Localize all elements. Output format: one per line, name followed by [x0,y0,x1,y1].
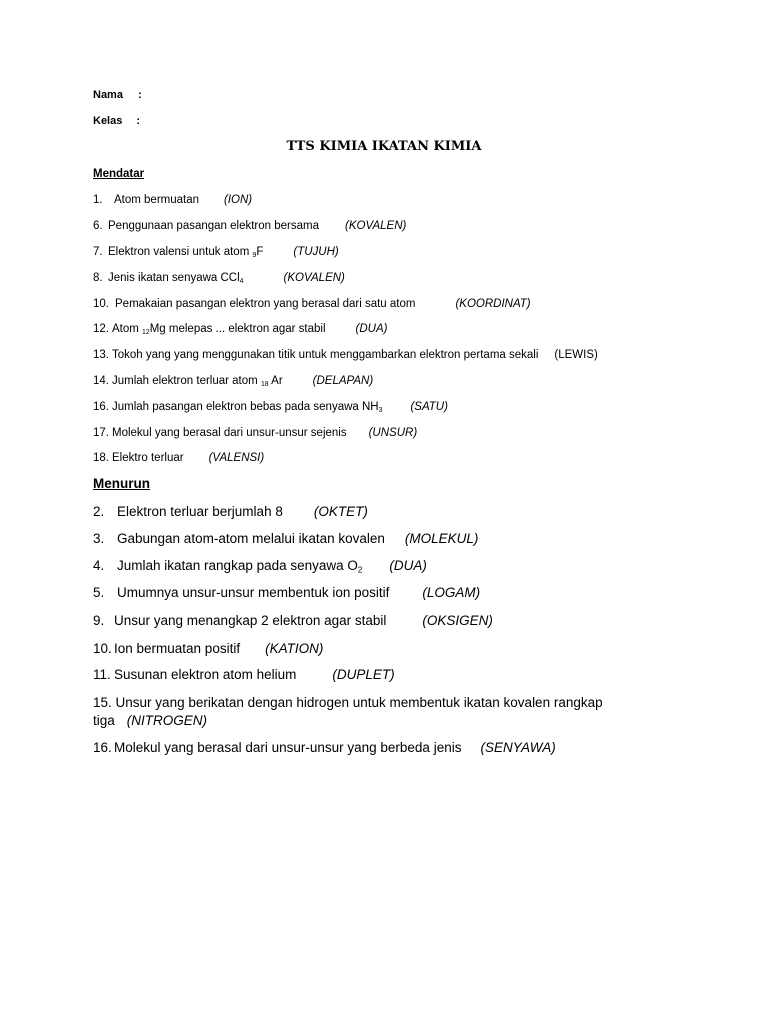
list-item [93,585,480,600]
item-answer: (KATION) [265,641,324,656]
item-number: 9. [93,613,105,628]
item-answer: (DELAPAN) [312,375,374,387]
nama-colon: : [137,89,142,101]
item-answer: (LOGAM) [422,585,481,600]
item-answer: (OKSIGEN) [422,613,493,628]
item-number: 12. [93,323,109,335]
item-answer: (KOVALEN) [345,220,407,232]
item-number: 3. [93,531,105,546]
item-number: 2. [93,504,105,519]
list-item [93,694,613,730]
item-number: 10. [93,641,112,656]
subscript: 2 [357,565,363,575]
item-number: 14. [93,375,109,387]
kelas-label: Kelas [93,115,123,127]
item-clue: Elektron terluar berjumlah 8 [117,504,283,519]
item-answer: (UNSUR) [368,427,418,439]
item-answer: (KOORDINAT) [455,298,531,310]
item-clue: Elektron valensi untuk atom [108,246,250,258]
item-number: 11. [93,667,111,682]
list-item [93,349,598,361]
item-clue-suffix: Ar [271,375,283,387]
list-item [93,375,373,387]
item-clue: Umumnya unsur-unsur membentuk ion positif [117,585,390,600]
subscript: 12 [142,329,150,337]
item-answer: (DUPLET) [332,667,395,682]
item-answer: (SENYAWA) [480,740,556,755]
subscript: 3 [378,407,383,415]
item-number: 6. [93,220,103,232]
item-clue: Unsur yang berikatan dengan hidrogen untuk membentuk ikatan kovalen rangkap tiga [93,695,603,728]
subscript: 4 [239,278,244,286]
list-item [93,194,252,206]
list-item [93,740,556,755]
item-answer: (ION) [224,194,253,206]
item-answer: (VALENSI) [208,452,265,464]
subscript: 18 [260,381,269,389]
item-clue: Atom [112,323,139,335]
kelas-colon: : [136,115,141,127]
list-item [93,641,323,656]
item-clue: Ion bermuatan positif [114,641,241,656]
list-item [93,272,345,284]
item-number: 4. [93,558,105,573]
item-answer: (DUA) [355,323,388,335]
list-item [93,667,395,682]
list-item [93,246,339,258]
section-heading-mendatar: Mendatar [93,168,145,180]
list-item [93,504,368,519]
item-clue: Jenis ikatan senyawa CCl [108,272,240,284]
item-clue: Pemakaian pasangan elektron yang berasal dari satu atom [115,298,416,310]
item-number: 5. [93,585,105,600]
nama-field [93,89,142,101]
item-number: 16. [93,401,109,413]
item-clue: Gabungan atom-atom melalui ikatan kovalen [117,531,385,546]
item-clue: Molekul yang berasal dari unsur-unsur yang berbeda jenis [114,740,462,755]
item-answer: (TUJUH) [293,246,339,258]
item-number: 16. [93,740,112,755]
item-answer: (OKTET) [313,504,368,519]
section-heading-menurun: Menurun [93,476,150,491]
item-clue-suffix: Mg melepas ... elektron agar stabil [149,323,326,335]
list-item [93,531,478,546]
item-clue: Tokoh yang yang menggunakan titik untuk menggambarkan elektron pertama sekali [112,349,539,361]
item-clue: Penggunaan pasangan elektron bersama [108,220,319,232]
item-number: 10. [93,298,109,310]
item-answer: (LEWIS) [554,349,598,361]
item-number: 8. [93,272,103,284]
item-answer: (SATU) [410,401,448,413]
item-answer: (MOLEKUL) [404,531,479,546]
list-item [93,323,387,335]
item-number: 7. [93,246,103,258]
list-item [93,220,406,232]
list-item [93,401,448,413]
list-item [93,452,264,464]
document-title: TTS KIMIA IKATAN KIMIA [286,139,482,154]
item-clue: Jumlah pasangan elektron bebas pada senyawa NH [112,401,379,413]
item-number: 13. [93,349,109,361]
item-number: 18. [93,452,109,464]
list-item [93,298,531,310]
item-answer: (DUA) [389,558,427,573]
item-clue: Jumlah ikatan rangkap pada senyawa O [117,558,358,573]
item-number: 1. [93,194,103,206]
subscript: 9 [252,252,257,260]
item-number: 17. [93,427,109,439]
item-answer: (KOVALEN) [283,272,345,284]
item-clue: Elektro terluar [112,452,184,464]
item-clue: Atom bermuatan [114,194,200,206]
nama-label: Nama [93,89,123,101]
list-item [93,427,417,439]
item-clue: Jumlah elektron terluar atom [112,375,258,387]
item-clue: Unsur yang menangkap 2 elektron agar stabil [114,613,387,628]
item-clue: Molekul yang berasal dari unsur-unsur sejenis [112,427,347,439]
list-item [93,558,427,573]
item-number: 15. [93,695,112,710]
item-clue-suffix: F [256,246,264,258]
item-answer: (NITROGEN) [126,713,208,728]
item-clue: Susunan elektron atom helium [114,667,297,682]
kelas-field [93,115,140,127]
list-item [93,613,493,628]
